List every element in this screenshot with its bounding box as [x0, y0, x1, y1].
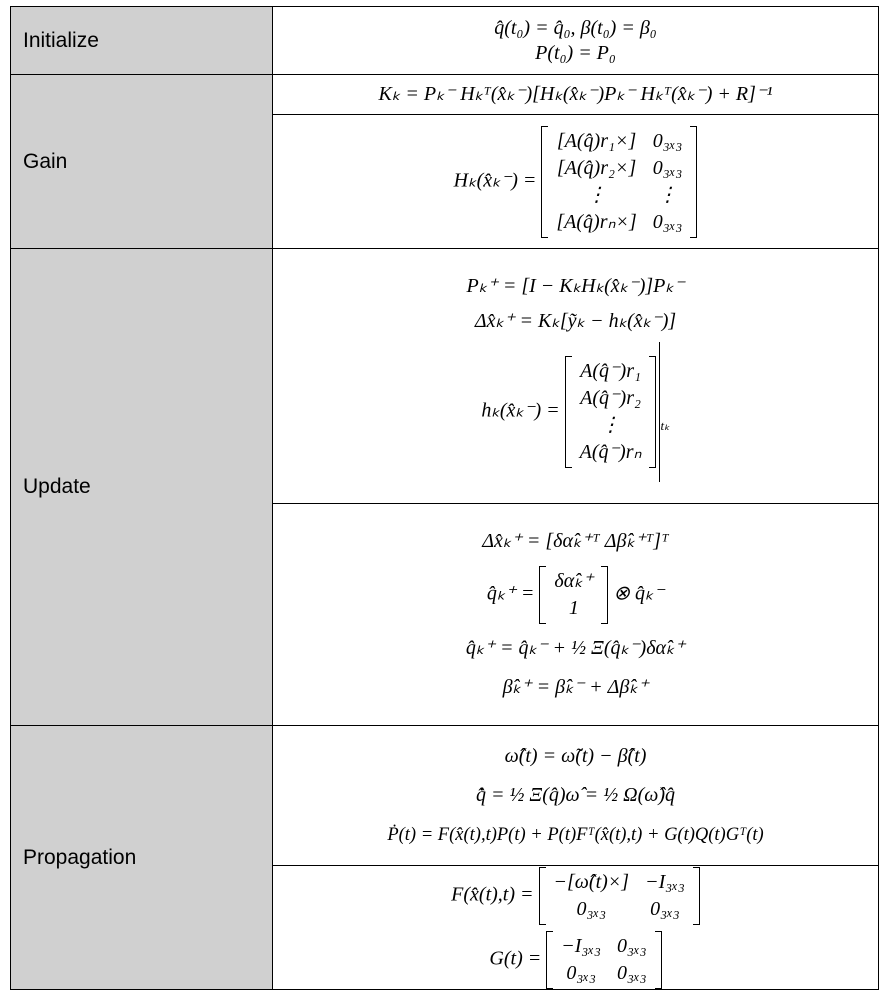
f-matrix-cell: −[ω̂(t)×]	[553, 870, 630, 893]
sensitivity-matrix-row	[548, 128, 690, 155]
sensitivity-matrix-cell: ⋮	[586, 183, 607, 206]
update-row-1	[11, 249, 879, 504]
propagation-row-1	[11, 726, 879, 866]
sensitivity-matrix-cell: [A(q̂)r₁×]	[556, 129, 637, 152]
covariance-update-equation: Pₖ⁺ = [I − KₖHₖ(x̂ₖ⁻)]Pₖ⁻	[466, 275, 685, 297]
sensitivity-matrix-row	[548, 209, 690, 236]
measurement-vector-row	[572, 439, 650, 466]
quaternion-update-rhs: ⊗ q̂ₖ⁻	[613, 582, 665, 605]
g-matrix-cell: 0₃ₓ₃	[616, 934, 647, 957]
initialize-row	[11, 7, 879, 75]
gain-equation-cell	[273, 75, 879, 115]
angular-rate-estimate-equation: ω̂(t) = ω̃(t) − β̂(t)	[504, 744, 647, 767]
propagation-equations-1	[273, 726, 879, 866]
measurement-vector-row	[572, 412, 650, 439]
g-matrix	[546, 931, 661, 989]
sensitivity-matrix-cell: [A(q̂)r₂×]	[556, 156, 637, 179]
quaternion-error-vector-row	[546, 595, 601, 622]
measurement-model-equation	[273, 342, 878, 482]
error-state-composition-equation: Δx̂ₖ⁺ = [δα̂ₖ⁺ᵀ Δβ̂ₖ⁺ᵀ]ᵀ	[482, 530, 669, 552]
quaternion-multiplicative-update	[273, 566, 878, 624]
sensitivity-matrix-cell: 0₃ₓ₃	[652, 210, 683, 233]
ekf-algorithm-table	[10, 6, 879, 990]
quaternion-error-vector-row	[546, 568, 601, 595]
gain-label: Gain	[11, 75, 273, 249]
sensitivity-matrix-lhs: Hₖ(x̂ₖ⁻) =	[453, 169, 537, 192]
initial-state-equation: q̂(t₀) = q̂₀, β(t₀) = β₀	[494, 16, 657, 39]
initialize-label: Initialize	[11, 7, 273, 75]
g-matrix-cell: −I₃ₓ₃	[561, 934, 601, 957]
measurement-vector-row	[572, 358, 650, 385]
f-matrix-cell: −I₃ₓ₃	[645, 870, 685, 893]
kalman-gain-equation: Kₖ = Pₖ⁻ Hₖᵀ(x̂ₖ⁻)[Hₖ(x̂ₖ⁻)Pₖ⁻ Hₖᵀ(x̂ₖ⁻) + R]⁻¹	[378, 83, 773, 105]
initialize-equations	[273, 7, 879, 75]
f-matrix-cell: 0₃ₓ₃	[650, 897, 680, 920]
propagation-equations-2	[273, 866, 879, 990]
measurement-vector-cell: A(q̂⁻)r₁	[580, 360, 641, 382]
quaternion-additive-update: q̂ₖ⁺ = q̂ₖ⁻ + ½ Ξ(q̂ₖ⁻)δα̂ₖ⁺	[465, 637, 686, 659]
evaluation-bar	[659, 342, 669, 482]
sensitivity-matrix-equation	[273, 126, 878, 238]
sensitivity-matrix-cell: ⋮	[657, 183, 678, 206]
f-matrix-row	[546, 896, 693, 923]
f-matrix-row	[546, 869, 693, 896]
covariance-propagation-equation: Ṗ(t) = F(x̂(t),t)P(t) + P(t)Fᵀ(x̂(t),t) + G(t)Q(t)Gᵀ(t)	[387, 824, 764, 845]
measurement-model-lhs: hₖ(x̂ₖ⁻) =	[481, 399, 560, 422]
measurement-vector-row	[572, 385, 650, 412]
f-matrix-lhs: F(x̂(t),t) =	[451, 883, 534, 906]
update-equations-1	[273, 249, 879, 504]
measurement-vector-cell: ⋮	[600, 414, 621, 436]
f-matrix-cell: 0₃ₓ₃	[576, 897, 607, 920]
sensitivity-matrix-cell: [A(q̂)rₙ×]	[556, 210, 637, 233]
f-matrix	[539, 867, 700, 925]
g-matrix-cell: 0₃ₓ₃	[616, 961, 647, 984]
g-matrix-lhs: G(t) =	[489, 947, 542, 970]
measurement-vector-cell: A(q̂⁻)rₙ	[579, 441, 642, 463]
measurement-vector-cell: A(q̂⁻)r₂	[580, 387, 641, 409]
update-label: Update	[11, 249, 273, 726]
quaternion-error-vector-cell: δα̂ₖ⁺	[554, 570, 594, 592]
sensitivity-matrix-row	[548, 182, 690, 209]
state-update-equation: Δx̂ₖ⁺ = Kₖ[ỹₖ − hₖ(x̂ₖ⁻)]	[474, 310, 677, 332]
quaternion-update-lhs: q̂ₖ⁺ =	[486, 582, 535, 605]
gain-row-1	[11, 75, 879, 115]
g-matrix-row	[553, 960, 654, 987]
f-matrix-equation	[273, 867, 878, 925]
initial-covariance-equation: P(t₀) = P₀	[535, 41, 616, 64]
sensitivity-matrix-row	[548, 155, 690, 182]
sensitivity-matrix	[541, 126, 697, 238]
quaternion-error-vector-cell: 1	[568, 597, 579, 619]
bias-update-equation: β̂ₖ⁺ = β̂ₖ⁻ + Δβ̂ₖ⁺	[502, 676, 649, 698]
sensitivity-matrix-cell: 0₃ₓ₃	[652, 156, 683, 179]
quaternion-kinematics-equation: q̂̇ = ½ Ξ(q̂)ω̂ = ½ Ω(ω̂)q̂	[475, 783, 676, 806]
propagation-label: Propagation	[11, 726, 273, 990]
quaternion-error-vector	[539, 566, 608, 624]
g-matrix-cell: 0₃ₓ₃	[566, 961, 596, 984]
update-equations-2	[273, 504, 879, 726]
g-matrix-row	[553, 933, 654, 960]
sensitivity-matrix-cell	[273, 115, 879, 249]
g-matrix-equation	[273, 931, 878, 989]
evaluation-subscript: tₖ	[660, 418, 670, 433]
measurement-vector	[565, 356, 657, 468]
sensitivity-matrix-cell: 0₃ₓ₃	[652, 129, 683, 152]
